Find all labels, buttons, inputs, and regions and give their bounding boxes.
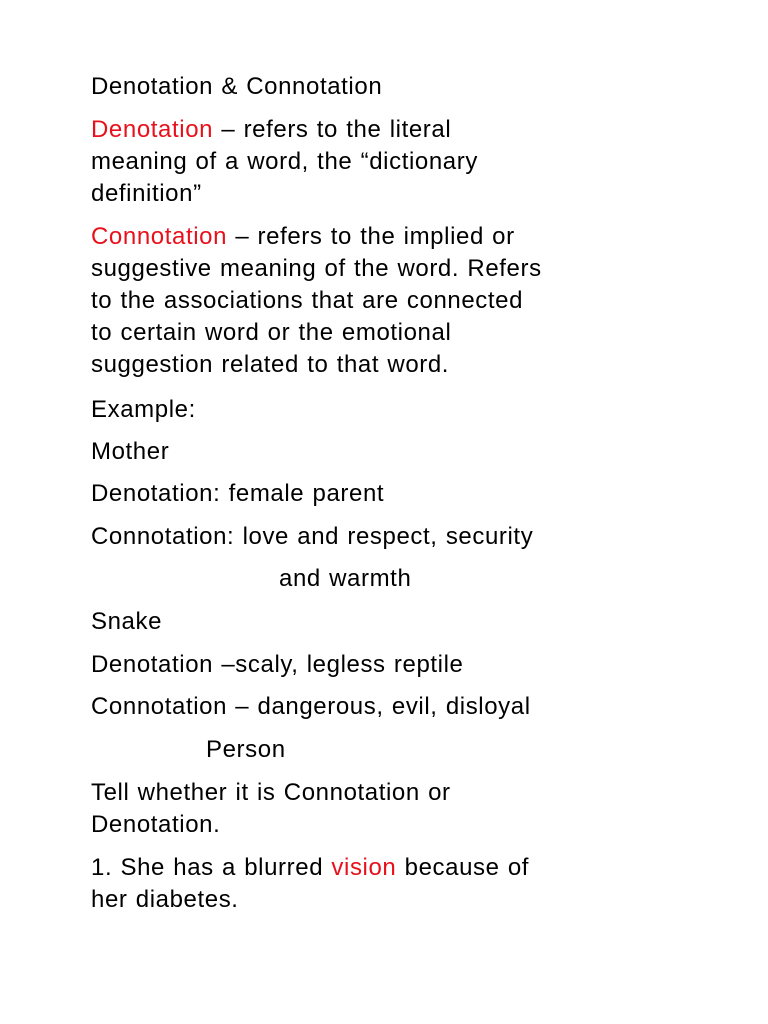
question-1-highlight-word: vision (331, 854, 397, 881)
example-snake-word (91, 606, 691, 638)
question-1 (91, 852, 691, 916)
connotation-definition (91, 221, 691, 381)
example-mother-connotation-cont (279, 563, 768, 595)
instruction (91, 777, 691, 841)
connotation-definition-line-1 (91, 221, 691, 253)
denotation-term: Denotation (91, 116, 214, 143)
example-mother-word (91, 436, 691, 468)
question-1-text-before: 1. She has a blurred (91, 854, 332, 881)
instruction-line-1: Tell whether it is Connotation or (91, 779, 451, 806)
denotation-definition-text-1: – refers to the literal (213, 116, 452, 143)
example-mother-denotation (91, 478, 691, 510)
example-label-text: Example: (91, 396, 196, 423)
example-mother-denotation-text: Denotation: female parent (91, 480, 385, 507)
example-mother-connotation-line-1: Connotation: love and respect, security (91, 523, 534, 550)
connotation-definition-line-5: suggestion related to that word. (91, 351, 450, 378)
denotation-definition (91, 114, 691, 210)
connotation-definition-line-3: to the associations that are connected (91, 287, 524, 314)
document-title (91, 71, 691, 103)
denotation-definition-line-1 (91, 114, 691, 146)
example-snake-connotation (91, 691, 691, 723)
example-mother-connotation-line-2: and warmth (279, 565, 412, 592)
example-snake-denotation-text: Denotation –scaly, legless reptile (91, 651, 464, 678)
example-snake-word-text: Snake (91, 608, 163, 635)
connotation-definition-line-4: to certain word or the emotional (91, 319, 452, 346)
example-snake-connotation-line-1: Connotation – dangerous, evil, disloyal (91, 693, 531, 720)
example-label (91, 394, 691, 426)
denotation-definition-line-3: definition” (91, 180, 202, 207)
denotation-definition-line-2: meaning of a word, the “dictionary (91, 148, 478, 175)
example-snake-connotation-cont (206, 734, 768, 766)
connotation-definition-line-2: suggestive meaning of the word. Refers (91, 255, 542, 282)
example-snake-denotation (91, 649, 691, 681)
instruction-line-2: Denotation. (91, 811, 221, 838)
example-mother-connotation (91, 521, 691, 553)
connotation-term: Connotation (91, 223, 228, 250)
example-snake-connotation-line-2: Person (206, 736, 286, 763)
connotation-definition-text-1: – refers to the implied or (227, 223, 515, 250)
question-1-line-1 (91, 852, 691, 884)
example-mother-word-text: Mother (91, 438, 170, 465)
question-1-text-after: because of (396, 854, 530, 881)
title-text: Denotation & Connotation (91, 73, 383, 100)
question-1-line-2: her diabetes. (91, 886, 239, 913)
